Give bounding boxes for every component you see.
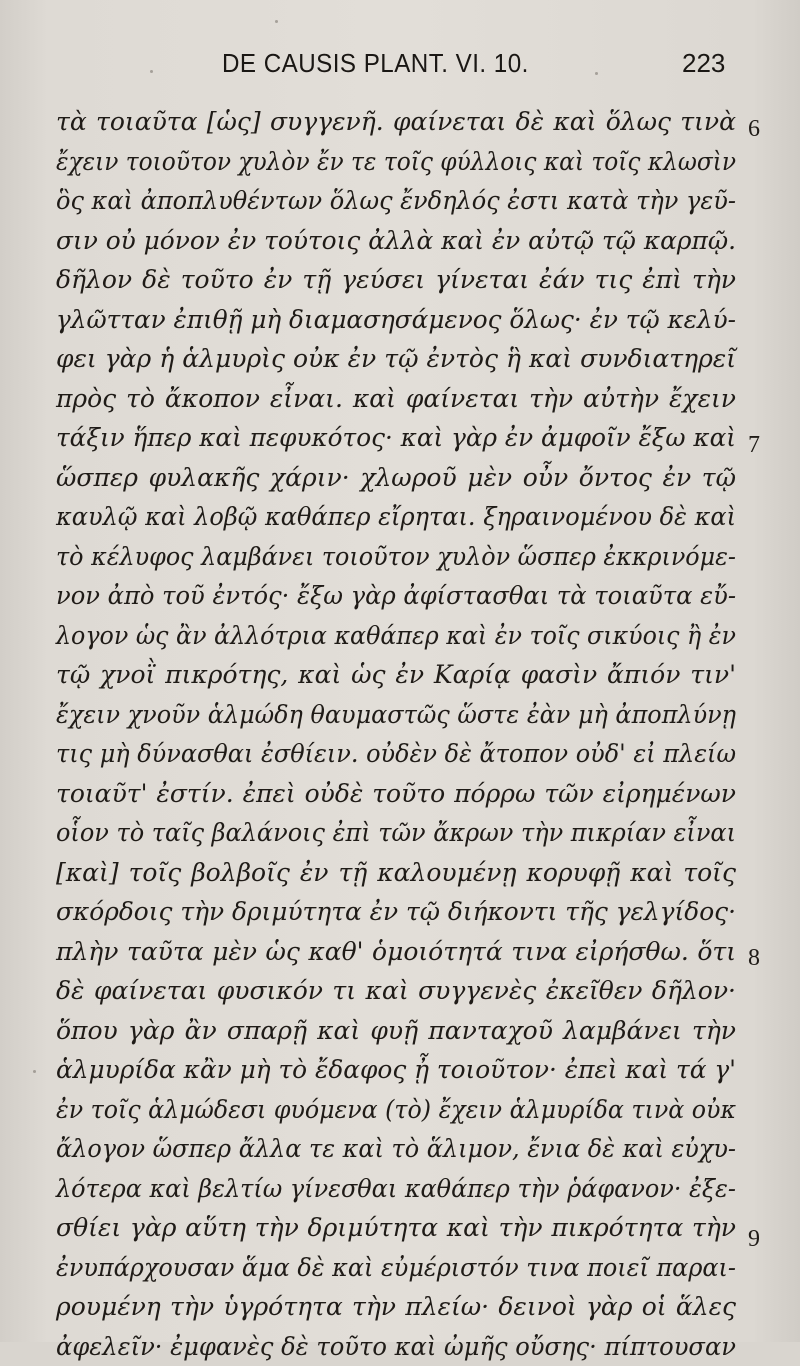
text-line: ἔχειν τοιοῦτον χυλὸν ἔν τε τοῖς φύλλοις καὶ τοῖς κλωσὶν	[56, 142, 736, 182]
text-line: σκόρδοις τὴν δριμύτητα ἐν τῷ διήκοντι τῆς γελγίδος·	[56, 892, 736, 932]
text-line: τὸ κέλυφος λαμβάνει τοιοῦτον χυλὸν ὥσπερ ἐκκρινόμε-	[56, 537, 736, 577]
text-line: ἐνυπάρχουσαν ἅμα δὲ καὶ εὐμέριστόν τινα ποιεῖ παραι-	[56, 1248, 736, 1288]
text-line: γλῶτταν ἐπιθῇ μὴ διαμασησάμενος ὅλως· ἐν τῷ κελύ-	[56, 300, 736, 340]
text-line: ἀφελεῖν· ἐμφανὲς δὲ τοῦτο καὶ ὠμῆς οὔσης· πίπτουσαν	[56, 1327, 736, 1366]
text-line: σθίει γὰρ αὕτη τὴν δριμύτητα καὶ τὴν πικρότητα τὴν	[56, 1208, 736, 1248]
text-line: ἐν τοῖς ἁλμώδεσι φυόμενα (τὸ) ἔχειν ἁλμυρίδα τινὰ οὐκ	[56, 1090, 736, 1130]
text-line: ἄλογον ὥσπερ ἄλλα τε καὶ τὸ ἅλιμον, ἔνια δὲ καὶ εὐχυ-	[56, 1129, 736, 1169]
text-line: πλὴν ταῦτα μὲν ὡς καθ' ὁμοιότητά τινα εἰρήσθω. ὅτι	[56, 932, 736, 972]
page-header	[0, 48, 800, 84]
text-line: νον ἀπὸ τοῦ ἐντός· ἔξω γὰρ ἀφίστασθαι τὰ τοιαῦτα εὔ-	[56, 576, 736, 616]
text-line: ρουμένη τὴν ὑγρότητα τὴν πλείω· δεινοὶ γὰρ οἱ ἅλες	[56, 1287, 736, 1327]
running-head: DE CAUSIS PLANT. VI. 10.	[222, 48, 529, 79]
page-number: 223	[682, 48, 725, 79]
text-line: σιν οὐ μόνον ἐν τούτοις ἀλλὰ καὶ ἐν αὐτῷ τῷ καρπῷ.	[56, 221, 736, 261]
paper-speck	[150, 70, 153, 73]
paper-speck	[275, 20, 278, 23]
text-line: λογον ὡς ἂν ἀλλότρια καθάπερ καὶ ἐν τοῖς σικύοις ἢ ἐν	[56, 616, 736, 656]
margin-section-number: 7	[748, 432, 760, 459]
text-line: τάξιν ἥπερ καὶ πεφυκότος· καὶ γὰρ ἐν ἀμφοῖν ἔξω καὶ	[56, 418, 736, 458]
text-line: ἔχειν χνοῦν ἁλμώδη θαυμαστῶς ὥστε ἐὰν μὴ ἀποπλύνῃ	[56, 695, 736, 735]
text-line: λότερα καὶ βελτίω γίνεσθαι καθάπερ τὴν ῥάφανον· ἐξε-	[56, 1169, 736, 1209]
paper-speck	[33, 1070, 36, 1073]
text-line: τὰ τοιαῦτα [ὡς] συγγενῆ. φαίνεται δὲ καὶ ὅλως τινὰ	[56, 102, 736, 142]
text-line: ὃς καὶ ἀποπλυθέντων ὅλως ἔνδηλός ἐστι κατὰ τὴν γεῦ-	[56, 181, 736, 221]
greek-text-body	[56, 102, 736, 1366]
text-line: πρὸς τὸ ἄκοπον εἶναι. καὶ φαίνεται τὴν αὐτὴν ἔχειν	[56, 379, 736, 419]
text-line: ἁλμυρίδα κἂν μὴ τὸ ἔδαφος ᾖ τοιοῦτον· ἐπεὶ καὶ τά γ'	[56, 1050, 736, 1090]
text-line: δὲ φαίνεται φυσικόν τι καὶ συγγενὲς ἐκεῖθεν δῆλον·	[56, 971, 736, 1011]
text-line: δῆλον δὲ τοῦτο ἐν τῇ γεύσει γίνεται ἐάν τις ἐπὶ τὴν	[56, 260, 736, 300]
text-line: [καὶ] τοῖς βολβοῖς ἐν τῇ καλουμένῃ κορυφῇ καὶ τοῖς	[56, 853, 736, 893]
text-line: ὅπου γὰρ ἂν σπαρῇ καὶ φυῇ πανταχοῦ λαμβάνει τὴν	[56, 1011, 736, 1051]
text-line: ὥσπερ φυλακῆς χάριν· χλωροῦ μὲν οὖν ὄντος ἐν τῷ	[56, 458, 736, 498]
margin-section-number: 8	[748, 945, 760, 972]
text-line: τῷ χνοῒ πικρότης, καὶ ὡς ἐν Καρίᾳ φασὶν ἄπιόν τιν'	[56, 655, 736, 695]
text-line: τοιαῦτ' ἐστίν. ἐπεὶ οὐδὲ τοῦτο πόρρω τῶν εἰρημένων	[56, 774, 736, 814]
text-line: τις μὴ δύνασθαι ἐσθίειν. οὐδὲν δὲ ἄτοπον οὐδ' εἰ πλείω	[56, 734, 736, 774]
margin-section-number: 6	[748, 116, 760, 143]
margin-section-number: 9	[748, 1226, 760, 1253]
paper-speck	[595, 72, 598, 75]
text-line: φει γὰρ ἡ ἁλμυρὶς οὐκ ἐν τῷ ἐντὸς ἣ καὶ συνδιατηρεῖ	[56, 339, 736, 379]
text-line: οἷον τὸ ταῖς βαλάνοις ἐπὶ τῶν ἄκρων τὴν πικρίαν εἶναι	[56, 813, 736, 853]
text-line: καυλῷ καὶ λοβῷ καθάπερ εἴρηται. ξηραινομένου δὲ καὶ	[56, 497, 736, 537]
